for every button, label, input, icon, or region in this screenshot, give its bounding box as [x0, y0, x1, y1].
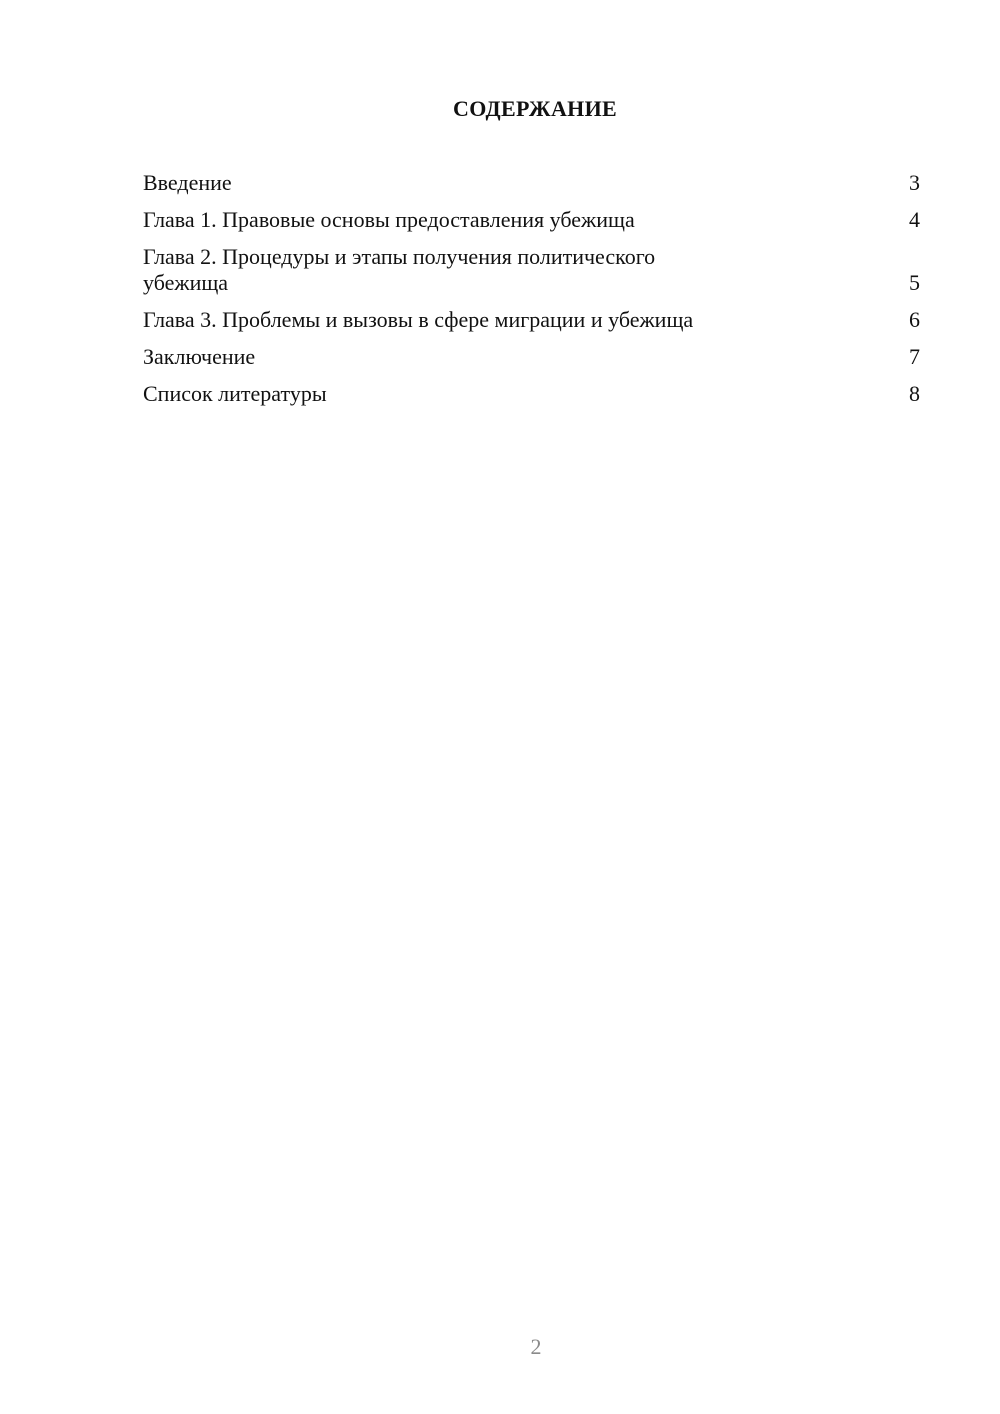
toc-entry-chapter-3[interactable] — [143, 307, 920, 333]
toc-entry-text: Глава 3. Проблемы и вызовы в сфере миграции и убежища — [143, 307, 694, 332]
toc-entry-page: 5 — [909, 270, 920, 295]
toc-entry-page: 7 — [909, 344, 920, 369]
toc-entry-page: 4 — [909, 207, 920, 232]
toc-entry-text: Заключение — [143, 344, 256, 369]
page-title: СОДЕРЖАНИЕ — [453, 96, 617, 121]
toc-entry-text: Глава 2. Процедуры и этапы получения политического убежища — [143, 244, 656, 295]
toc-entry-chapter-1[interactable] — [143, 207, 920, 233]
toc-entry-text: Введение — [143, 170, 232, 195]
toc-entry-chapter-2[interactable] — [143, 244, 920, 296]
page-number: 2 — [530, 1334, 542, 1359]
toc-entry-text: Список литературы — [143, 381, 327, 406]
toc-entry-text: Глава 1. Правовые основы предоставления убежища — [143, 207, 635, 232]
toc-entry-introduction[interactable] — [143, 170, 920, 196]
table-of-contents — [143, 170, 920, 418]
toc-entry-page: 6 — [909, 307, 920, 332]
toc-entry-page: 8 — [909, 381, 920, 406]
toc-entry-page: 3 — [909, 170, 920, 195]
toc-entry-conclusion[interactable] — [143, 344, 920, 370]
toc-entry-references[interactable] — [143, 381, 920, 407]
